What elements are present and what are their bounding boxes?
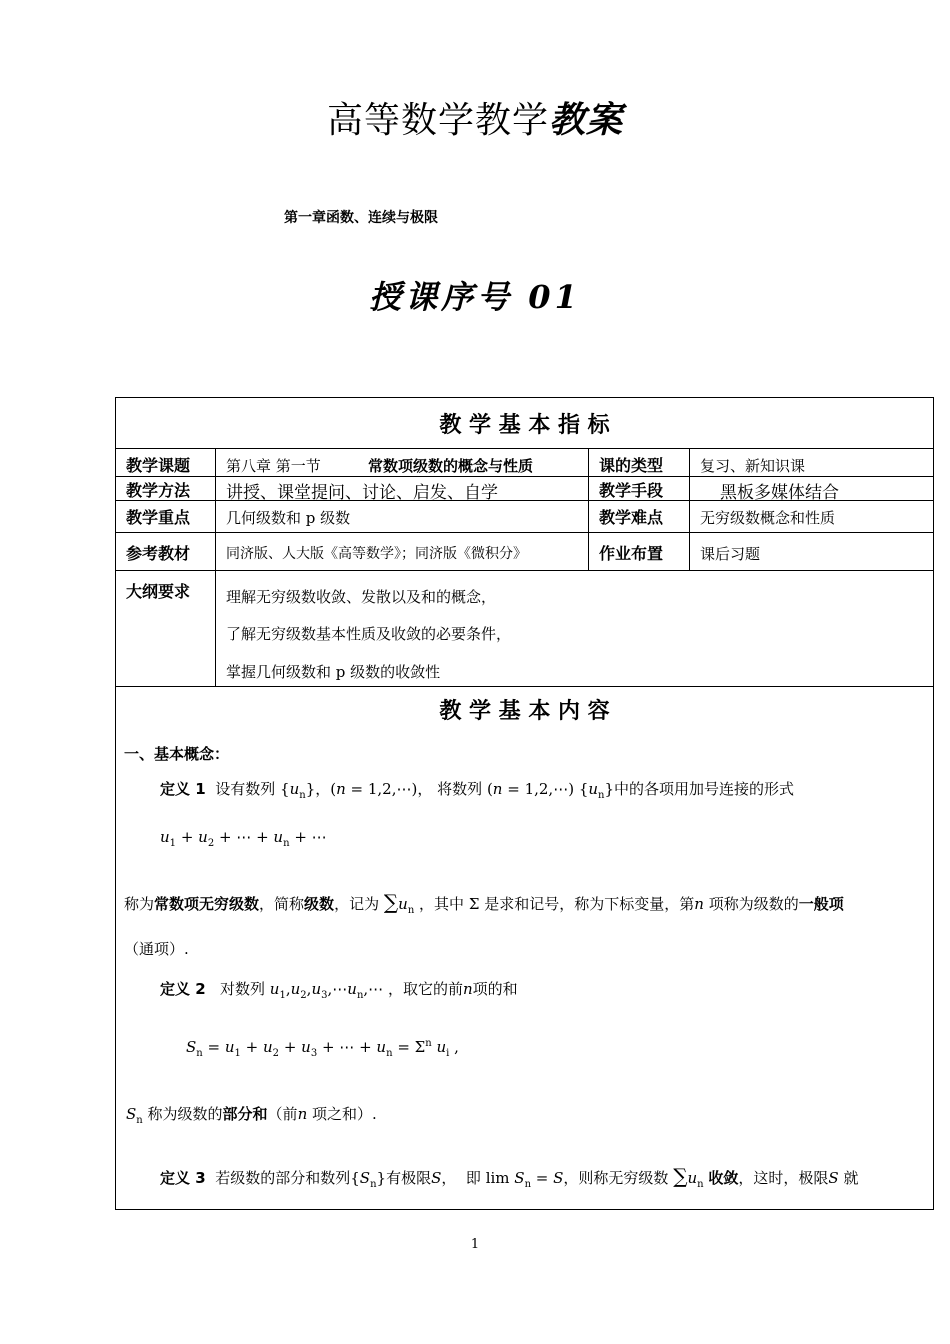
- rule: [116, 686, 933, 687]
- rule: [215, 448, 216, 686]
- rule: [116, 570, 933, 571]
- definition-3: 定义 3 若级数的部分和数列$\{S_n\}$有极限S， 即 $\lim S_n = S$，则称无穷级数 $\sum u_n$ 收敛，这时，极限S 就: [160, 1164, 859, 1190]
- partial-sum-definition: $S_n$ 称为级数的部分和（前n 项之和）.: [126, 1105, 377, 1126]
- rule: [116, 476, 933, 477]
- outline-label: 大纲要求: [126, 582, 191, 601]
- lesson-plan-table: [115, 397, 934, 1210]
- chapter-heading: 第一章函数、连续与极限: [284, 210, 438, 226]
- definition-2: 定义 2 对数列 $u_1,u_2,u_3,\cdots u_n,\cdots$ ，取它的前n项的和: [160, 980, 518, 1001]
- series-definition: 称为常数项无穷级数，简称级数，记为 $\sum u_n$ ，其中 Σ 是求和记号，称为下标变量，第n 项称为级数的一般项: [124, 890, 844, 916]
- method-value: 讲授、课堂提问、讨论、启发、自学: [226, 483, 498, 503]
- outline-item: 掌握几何级数和 p 级数的收敛性: [226, 663, 441, 681]
- rule: [689, 448, 690, 570]
- rule: [588, 448, 589, 570]
- method-label: 教学方法: [126, 481, 191, 500]
- topic-chapter: 第八章 第一节: [226, 457, 321, 475]
- document-title-bold: 教案: [549, 99, 624, 141]
- page-number: 1: [470, 1237, 480, 1252]
- lesson-number: 授课序号 01: [369, 278, 581, 316]
- means-label: 教学手段: [599, 481, 664, 500]
- type-value: 复习、新知识课: [700, 457, 806, 475]
- document-title: 高等数学教学教案: [326, 99, 624, 141]
- reference-value: 同济版、人大版《高等数学》；同济版《微积分》: [226, 546, 527, 562]
- topic-label: 教学课题: [126, 456, 191, 475]
- series-formula: $u_1 + u_2$ + ⋯ + $u_n$ + ⋯: [160, 828, 327, 849]
- difficulty-value: 无穷级数概念和性质: [700, 509, 836, 527]
- means-value: 黑板多媒体结合: [720, 483, 839, 503]
- outline-item: 了解无穷级数基本性质及收敛的必要条件，: [226, 625, 512, 643]
- indicators-header: 教 学 基 本 指 标: [439, 413, 610, 438]
- partial-sum-formula: $S_n = u_1 + u_2 + u_3$ + ⋯ + $u_n = \Sigma^n$ $u_i$ ,: [186, 1038, 459, 1059]
- topic-title: 常数项级数的概念与性质: [368, 457, 534, 475]
- homework-label: 作业布置: [599, 544, 664, 563]
- key-label: 教学重点: [126, 508, 191, 527]
- rule: [116, 448, 933, 449]
- general-term-note: （通项）.: [124, 940, 189, 958]
- reference-label: 参考教材: [126, 544, 191, 563]
- section-heading: 一、基本概念：: [124, 745, 230, 763]
- key-value: 几何级数和 p 级数: [226, 509, 351, 527]
- content-header: 教 学 基 本 内 容: [439, 699, 610, 724]
- homework-value: 课后习题: [700, 545, 761, 563]
- type-label: 课的类型: [599, 456, 664, 475]
- definition-1: 定义 1 设有数列 $\{u_n\}$，(n = 1,2,⋯)， 将数列 (n = 1,2,⋯) $\{u_n\}$中的各项用加号连接的形式: [160, 780, 795, 801]
- outline-item: 理解无穷级数收敛、发散以及和的概念，: [226, 588, 497, 606]
- rule: [116, 532, 933, 533]
- difficulty-label: 教学难点: [599, 508, 664, 527]
